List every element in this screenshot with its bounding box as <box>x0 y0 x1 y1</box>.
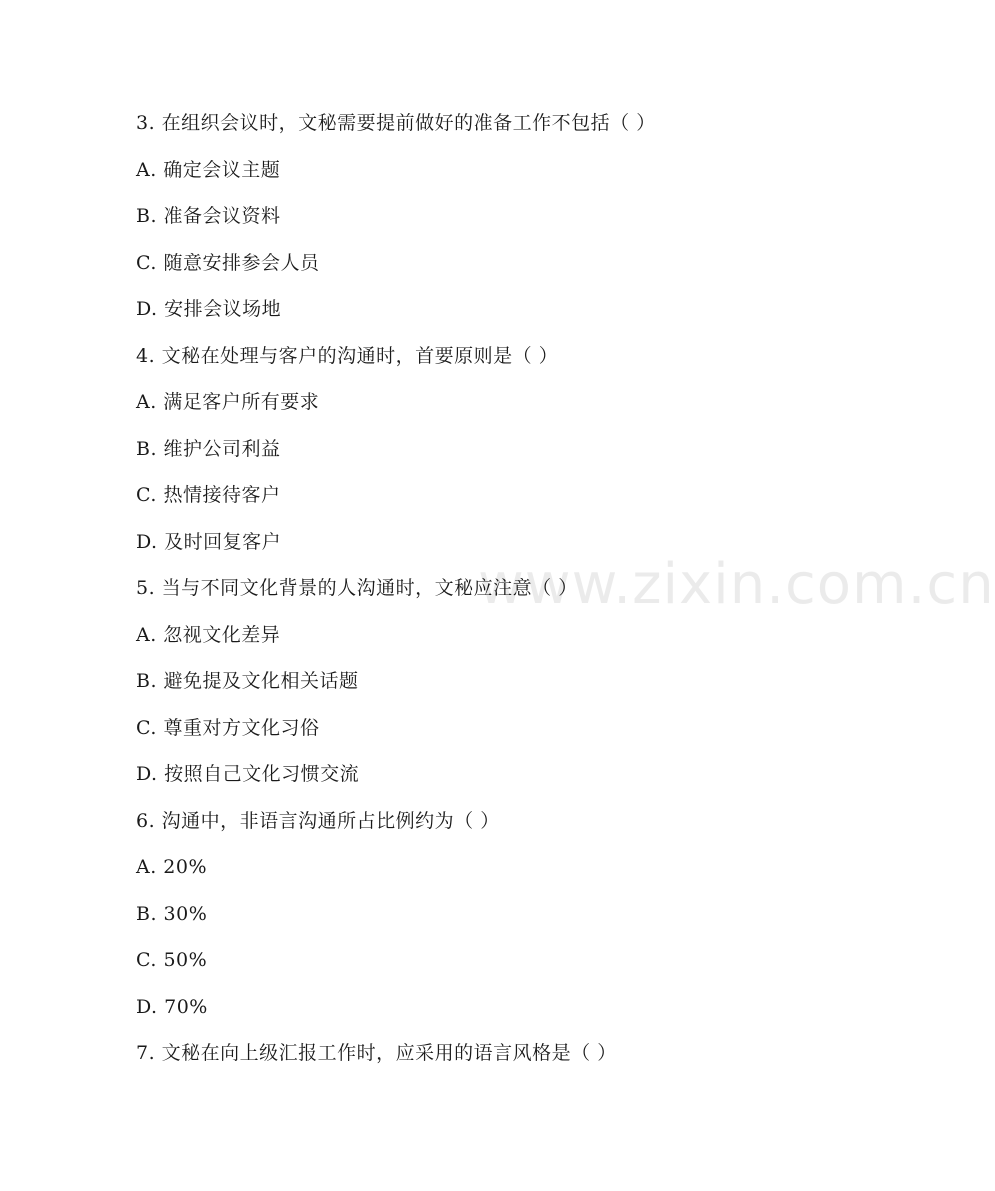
question-stem: 6. 沟通中，非语言沟通所占比例约为（ ） <box>136 809 500 832</box>
question-stem: 5. 当与不同文化背景的人沟通时，文秘应注意（ ） <box>136 577 578 599</box>
question-option: A. 确定会议主题 <box>136 158 281 181</box>
question-option: C. 随意安排参会人员 <box>136 251 320 274</box>
question-stem: 4. 文秘在处理与客户的沟通时，首要原则是（ ） <box>136 344 559 367</box>
question-option: D. 及时回复客户 <box>136 530 282 553</box>
question-option: D. 70% <box>136 995 208 1018</box>
question-stem: 7. 文秘在向上级汇报工作时，应采用的语言风格是（ ） <box>136 1042 617 1064</box>
question-option: A. 满足客户所有要求 <box>136 391 320 413</box>
question-option: D. 按照自己文化习惯交流 <box>136 763 360 785</box>
watermark: www.zixin.com.cn <box>478 552 995 617</box>
question-option: C. 尊重对方文化习俗 <box>136 716 320 739</box>
question-option: B. 30% <box>136 902 208 925</box>
question-option: C. 热情接待客户 <box>136 484 281 506</box>
question-stem: 3. 在组织会议时，文秘需要提前做好的准备工作不包括（ ） <box>136 112 656 134</box>
question-option: B. 避免提及文化相关话题 <box>136 670 359 692</box>
question-option: B. 维护公司利益 <box>136 437 281 460</box>
question-option: A. 忽视文化差异 <box>136 623 281 646</box>
question-option: C. 50% <box>136 949 208 971</box>
question-option: B. 准备会议资料 <box>136 205 281 227</box>
question-list <box>136 106 856 1083</box>
question-option: A. 20% <box>136 856 208 878</box>
question-option: D. 安排会议场地 <box>136 298 282 320</box>
